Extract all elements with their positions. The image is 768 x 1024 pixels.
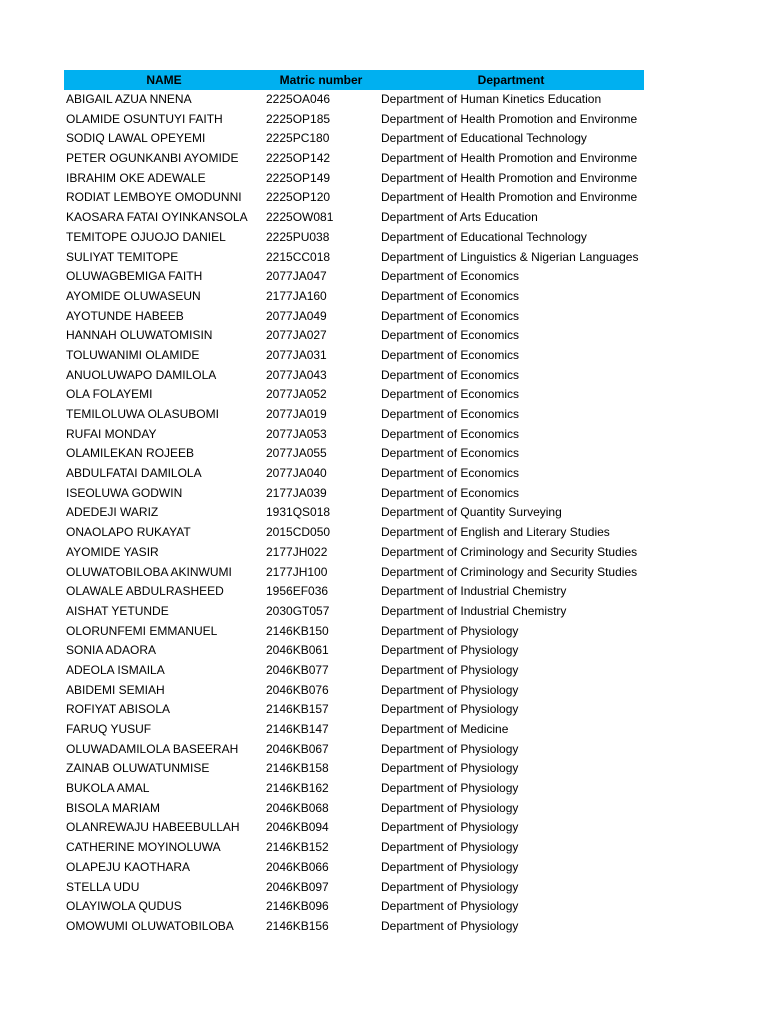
- cell-department: Department of Physiology: [381, 702, 519, 717]
- cell-matric-number: 2046KB061: [266, 643, 329, 658]
- cell-department: Department of Physiology: [381, 623, 519, 638]
- cell-name: TEMILOLUWA OLASUBOMI: [66, 407, 219, 421]
- cell-department: Department of Physiology: [381, 643, 519, 658]
- cell-name: AYOMIDE OLUWASEUN: [66, 288, 201, 303]
- cell-name: AYOMIDE YASIR: [66, 544, 159, 559]
- cell-matric-number: 2225PU038: [266, 229, 330, 244]
- table-row: [64, 818, 644, 838]
- cell-name: RUFAI MONDAY: [66, 426, 157, 441]
- cell-matric-number: 2046KB097: [266, 879, 329, 894]
- cell-matric-number: 2225OP120: [266, 190, 331, 205]
- table-row: [64, 484, 644, 504]
- cell-department: Department of Industrial Chemistry: [381, 584, 567, 599]
- table-row: [64, 878, 644, 898]
- table-row: [64, 759, 644, 779]
- cell-department: Department of Economics: [381, 347, 520, 362]
- cell-matric-number: 2077JA019: [266, 407, 327, 421]
- cell-name: ROFIYAT ABISOLA: [66, 702, 171, 717]
- cell-name: OMOWUMI OLUWATOBILOBA: [66, 918, 234, 933]
- table-row: [64, 405, 644, 425]
- cell-name: OLANREWAJU HABEEBULLAH: [66, 820, 240, 835]
- cell-name: ONAOLAPO RUKAYAT: [66, 525, 191, 540]
- cell-department: Department of Economics: [381, 466, 520, 481]
- table-row: [64, 661, 644, 681]
- table-row: [64, 326, 644, 346]
- cell-department: Department of Economics: [381, 426, 520, 441]
- table-row: [64, 208, 644, 228]
- cell-name: ADEDEJI WARIZ: [66, 505, 159, 520]
- table-body: [64, 90, 644, 937]
- cell-matric-number: 2177JH100: [266, 564, 328, 579]
- cell-matric-number: 2146KB096: [266, 899, 329, 914]
- cell-department: Department of Health Promotion and Environme: [381, 111, 638, 126]
- cell-department: Department of Economics: [381, 485, 520, 500]
- cell-department: Department of Physiology: [381, 800, 519, 815]
- cell-department: Department of Physiology: [381, 859, 519, 874]
- table-row: [64, 602, 644, 622]
- cell-matric-number: 2046KB094: [266, 820, 329, 835]
- cell-name: BUKOLA AMAL: [66, 781, 150, 796]
- cell-department: Department of Physiology: [381, 682, 519, 697]
- table-row: [64, 897, 644, 917]
- table-row: [64, 464, 644, 484]
- cell-matric-number: 2046KB077: [266, 662, 329, 677]
- cell-department: Department of Physiology: [381, 820, 519, 835]
- cell-department: Department of Criminology and Security Studies: [381, 544, 638, 559]
- cell-name: HANNAH OLUWATOMISIN: [66, 328, 213, 343]
- table-row: [64, 503, 644, 523]
- table-row: [64, 346, 644, 366]
- table-row: [64, 799, 644, 819]
- cell-name: FARUQ YUSUF: [66, 722, 152, 736]
- cell-name: OLORUNFEMI EMMANUEL: [66, 623, 218, 638]
- cell-name: SONIA ADAORA: [66, 643, 157, 658]
- cell-matric-number: 2077JA052: [266, 387, 327, 402]
- table-row: [64, 188, 644, 208]
- cell-department: Department of Physiology: [381, 918, 519, 933]
- cell-department: Department of Physiology: [381, 662, 519, 677]
- table-row: [64, 267, 644, 287]
- cell-name: ABDULFATAI DAMILOLA: [66, 466, 202, 481]
- cell-matric-number: 2077JA049: [266, 308, 327, 323]
- cell-department: Department of Health Promotion and Environme: [381, 170, 638, 185]
- cell-matric-number: 2046KB066: [266, 859, 329, 874]
- cell-department: Department of Economics: [381, 288, 520, 303]
- table-row: [64, 129, 644, 149]
- cell-matric-number: 2225OP142: [266, 151, 331, 166]
- cell-name: STELLA UDU: [66, 879, 140, 894]
- cell-department: Department of Quantity Surveying: [381, 505, 562, 520]
- cell-matric-number: 2077JA053: [266, 426, 327, 441]
- cell-matric-number: 2146KB152: [266, 840, 329, 855]
- cell-name: CATHERINE MOYINOLUWA: [66, 840, 221, 855]
- table-row: [64, 740, 644, 760]
- cell-name: OLAYIWOLA QUDUS: [66, 899, 182, 914]
- cell-matric-number: 2077JA027: [266, 328, 327, 343]
- cell-matric-number: 2146KB156: [266, 918, 329, 933]
- cell-department: Department of English and Literary Studies: [381, 525, 610, 540]
- table-row: [64, 110, 644, 130]
- cell-department: Department of Criminology and Security Studies: [381, 564, 638, 579]
- table-row: [64, 444, 644, 464]
- cell-department: Department of Economics: [381, 387, 520, 402]
- cell-name: ISEOLUWA GODWIN: [66, 485, 183, 500]
- table-row: [64, 641, 644, 661]
- cell-matric-number: 2225OA046: [266, 92, 331, 106]
- cell-matric-number: 2225OW081: [266, 210, 334, 225]
- cell-matric-number: 2077JA043: [266, 367, 327, 382]
- table-row: [64, 917, 644, 937]
- cell-matric-number: 2015CD050: [266, 525, 331, 540]
- cell-matric-number: 1956EF036: [266, 584, 329, 599]
- table-row: [64, 563, 644, 583]
- cell-department: Department of Educational Technology: [381, 229, 587, 244]
- cell-matric-number: 2077JA055: [266, 446, 327, 461]
- table-row: [64, 582, 644, 602]
- cell-department: Department of Physiology: [381, 899, 519, 914]
- cell-department: Department of Economics: [381, 328, 520, 343]
- table-row: [64, 287, 644, 307]
- cell-name: OLAMIDE OSUNTUYI FAITH: [66, 111, 223, 126]
- cell-matric-number: 2146KB162: [266, 781, 329, 796]
- cell-department: Department of Medicine: [381, 722, 509, 736]
- table-row: [64, 858, 644, 878]
- cell-department: Department of Economics: [381, 446, 520, 461]
- table-row: [64, 366, 644, 386]
- cell-matric-number: 2215CC018: [266, 249, 331, 264]
- table-row: [64, 700, 644, 720]
- cell-name: TEMITOPE OJUOJO DANIEL: [66, 229, 226, 244]
- cell-department: Department of Arts Education: [381, 210, 538, 225]
- cell-name: OLUWADAMILOLA BASEERAH: [66, 741, 239, 756]
- cell-department: Department of Physiology: [381, 761, 519, 776]
- cell-matric-number: 2146KB147: [266, 722, 329, 736]
- table-row: [64, 307, 644, 327]
- cell-department: Department of Economics: [381, 269, 520, 284]
- cell-department: Department of Human Kinetics Education: [381, 92, 602, 106]
- cell-matric-number: 2077JA047: [266, 269, 327, 284]
- cell-name: OLUWAGBEMIGA FAITH: [66, 269, 203, 284]
- cell-matric-number: 2046KB067: [266, 741, 329, 756]
- cell-name: OLA FOLAYEMI: [66, 387, 153, 402]
- cell-name: TOLUWANIMI OLAMIDE: [66, 347, 200, 362]
- cell-name: ZAINAB OLUWATUNMISE: [66, 761, 210, 776]
- cell-name: OLAWALE ABDULRASHEED: [66, 584, 224, 599]
- cell-matric-number: 2225OP185: [266, 111, 331, 126]
- table-row: [64, 228, 644, 248]
- cell-matric-number: 2146KB150: [266, 623, 329, 638]
- cell-matric-number: 2146KB157: [266, 702, 329, 717]
- cell-department: Department of Economics: [381, 367, 520, 382]
- table-row: [64, 720, 644, 740]
- table-row: [64, 169, 644, 189]
- header-name: NAME: [146, 73, 182, 87]
- cell-name: IBRAHIM OKE ADEWALE: [66, 170, 206, 185]
- cell-matric-number: 1931QS018: [266, 505, 331, 520]
- cell-department: Department of Physiology: [381, 840, 519, 855]
- cell-department: Department of Linguistics & Nigerian Languages: [381, 249, 639, 264]
- cell-name: OLAPEJU KAOTHARA: [66, 859, 191, 874]
- table-row: [64, 523, 644, 543]
- cell-name: PETER OGUNKANBI AYOMIDE: [66, 151, 239, 166]
- cell-matric-number: 2225OP149: [266, 170, 331, 185]
- cell-department: Department of Industrial Chemistry: [381, 603, 567, 618]
- cell-name: AYOTUNDE HABEEB: [66, 308, 184, 323]
- table-row: [64, 248, 644, 268]
- cell-matric-number: 2177JH022: [266, 544, 328, 559]
- cell-name: ADEOLA ISMAILA: [66, 662, 165, 677]
- cell-department: Department of Health Promotion and Environme: [381, 190, 638, 205]
- cell-name: BISOLA MARIAM: [66, 800, 161, 815]
- cell-matric-number: 2177JA160: [266, 288, 327, 303]
- cell-name: ABIGAIL AZUA NNENA: [66, 92, 192, 106]
- table-header: [64, 70, 644, 90]
- cell-matric-number: 2146KB158: [266, 761, 329, 776]
- table-row: [64, 385, 644, 405]
- table-row: [64, 681, 644, 701]
- table-row: [64, 838, 644, 858]
- table-row: [64, 425, 644, 445]
- cell-department: Department of Economics: [381, 308, 520, 323]
- cell-department: Department of Educational Technology: [381, 131, 587, 146]
- cell-name: OLAMILEKAN ROJEEB: [66, 446, 195, 461]
- student-table: [64, 70, 644, 937]
- cell-name: AISHAT YETUNDE: [66, 603, 169, 618]
- cell-department: Department of Physiology: [381, 879, 519, 894]
- cell-department: Department of Economics: [381, 407, 520, 421]
- cell-name: KAOSARA FATAI OYINKANSOLA: [66, 210, 248, 225]
- cell-matric-number: 2225PC180: [266, 131, 330, 146]
- header-matric-number: Matric number: [279, 73, 363, 87]
- table-row: [64, 90, 644, 110]
- cell-department: Department of Physiology: [381, 741, 519, 756]
- table-row: [64, 622, 644, 642]
- table-row: [64, 543, 644, 563]
- cell-matric-number: 2077JA031: [266, 347, 327, 362]
- cell-matric-number: 2046KB076: [266, 682, 329, 697]
- cell-name: SODIQ LAWAL OPEYEMI: [66, 131, 206, 146]
- table-row: [64, 779, 644, 799]
- cell-department: Department of Physiology: [381, 781, 519, 796]
- cell-matric-number: 2077JA040: [266, 466, 327, 481]
- cell-name: RODIAT LEMBOYE OMODUNNI: [66, 190, 242, 205]
- cell-name: OLUWATOBILOBA AKINWUMI: [66, 564, 232, 579]
- cell-matric-number: 2177JA039: [266, 485, 327, 500]
- cell-department: Department of Health Promotion and Environme: [381, 151, 638, 166]
- cell-matric-number: 2030GT057: [266, 603, 330, 618]
- cell-name: ABIDEMI SEMIAH: [66, 682, 165, 697]
- cell-name: ANUOLUWAPO DAMILOLA: [66, 367, 217, 382]
- cell-name: SULIYAT TEMITOPE: [66, 249, 179, 264]
- table-row: [64, 149, 644, 169]
- cell-matric-number: 2046KB068: [266, 800, 329, 815]
- header-department: Department: [477, 73, 545, 87]
